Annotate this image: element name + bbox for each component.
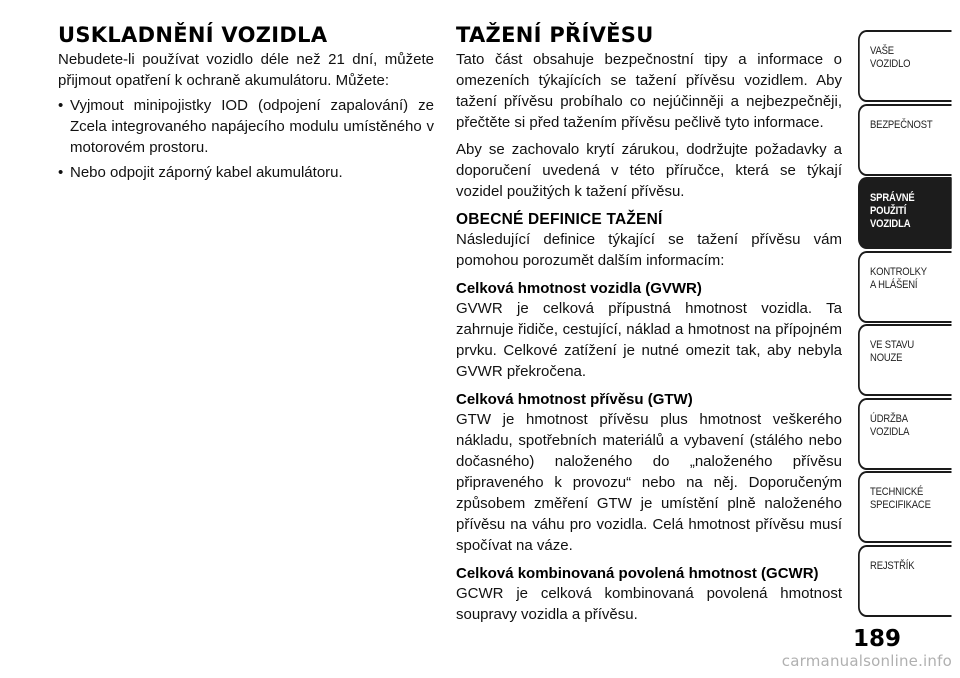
list-item — [58, 95, 434, 158]
bullet-icon: • — [58, 97, 64, 114]
watermark: carmanualsonline.info — [781, 652, 952, 670]
right-column — [456, 22, 842, 625]
gcwr-heading: Celková kombinovaná povolená hmotnost (GCWR) — [456, 565, 819, 582]
towing-intro-paragraph: Tato část obsahuje bezpečnostní tipy a informace o omezeních týkajících se tažení přívěsu vozidlem. Aby tažení přívěsu probíhalo co nejúčinněji a nejbezpečněji, přečtěte si před tažením přívěsu pečlivě tyto informace. — [456, 51, 842, 131]
tab-emergency[interactable] — [858, 324, 952, 396]
trailer-towing-heading: TAŽENÍ PŘÍVĚSU — [456, 23, 654, 47]
tab-label-line: VE STAVU — [870, 339, 915, 351]
tab-label-line: SPECIFIKACE — [870, 499, 931, 511]
tab-label-line: POUŽITÍ — [870, 205, 907, 217]
chapter-tabs — [858, 30, 952, 618]
gvwr-paragraph: GVWR je celková přípustná hmotnost vozidla. Ta zahrnuje řidiče, cestující, náklad a hmotnost na přípojném prvku. Celkové zatížení je nutné omezit tak, aby nebyla GVWR překročena. — [456, 300, 842, 380]
tab-label-line: VOZIDLO — [870, 58, 911, 70]
tab-label-line: BEZPEČNOST — [870, 118, 933, 131]
gtw-heading: Celková hmotnost přívěsu (GTW) — [456, 391, 693, 408]
tab-your-vehicle[interactable] — [858, 30, 952, 102]
gvwr-heading: Celková hmotnost vozidla (GVWR) — [456, 280, 702, 297]
left-column — [58, 22, 434, 187]
tab-label-line: ÚDRŽBA — [870, 412, 908, 425]
warranty-paragraph: Aby se zachovalo krytí zárukou, dodržujte požadavky a doporučení uvedená v této příručce, která se týkají vozidel použitých k tažení přívěsu. — [456, 141, 842, 200]
tab-label-line: KONTROLKY — [870, 265, 927, 278]
tab-label-line: VOZIDLA — [870, 218, 911, 230]
page-number: 189 — [853, 626, 902, 652]
bullet-icon: • — [58, 164, 64, 181]
list-item-text: Vyjmout minipojistky IOD (odpojení zapalování) ze Zcela integrovaného napájecího modulu umístěného v motorovém prostoru. — [70, 97, 434, 156]
gtw-paragraph: GTW je hmotnost přívěsu plus hmotnost veškerého nákladu, spotřebních materiálů a vybavení (stálého nebo dočasného) naloženého do „naloženého přívěsu připraveného k provozu“ nebo na něj. Doporučeným způsobem změření GTW je umístění plně naloženého přívěsu na váhu pro vozidla. Celá hmotnost přívěsu musí spočívat na váze. — [456, 411, 842, 554]
tab-proper-vehicle-use[interactable] — [858, 177, 952, 249]
tab-label-line: NOUZE — [870, 352, 903, 364]
tab-index[interactable] — [858, 545, 952, 617]
tab-label-line: SPRÁVNÉ — [870, 192, 915, 204]
vehicle-storage-heading: USKLADNĚNÍ VOZIDLA — [58, 23, 328, 47]
vehicle-storage-intro: Nebudete-li používat vozidlo déle než 21 dní, můžete přijmout opatření k ochraně akumulátoru. Můžete: — [58, 51, 434, 89]
tab-label-line: VAŠE — [870, 45, 894, 57]
tab-label-line: A HLÁŠENÍ — [870, 278, 918, 291]
general-definitions-heading: OBECNÉ DEFINICE TAŽENÍ — [456, 211, 663, 228]
list-item-text: Nebo odpojit záporný kabel akumulátoru. — [70, 164, 343, 181]
list-item — [58, 162, 434, 183]
tab-indicators-messages[interactable] — [858, 251, 952, 323]
tab-technical-specifications[interactable] — [858, 471, 952, 543]
storage-steps-list — [58, 95, 434, 183]
tab-safety[interactable] — [858, 104, 952, 176]
tab-label-line: REJSTŘÍK — [870, 559, 915, 572]
tab-vehicle-maintenance[interactable] — [858, 398, 952, 470]
tab-label-line: VOZIDLA — [870, 425, 910, 438]
gcwr-paragraph: GCWR je celková kombinovaná povolená hmotnost soupravy vozidla a přívěsu. — [456, 585, 842, 623]
tab-label-line: TECHNICKÉ — [870, 486, 924, 498]
definitions-intro-paragraph: Následující definice týkající se tažení přívěsu vám pomohou porozumět dalším informacím: — [456, 231, 842, 269]
